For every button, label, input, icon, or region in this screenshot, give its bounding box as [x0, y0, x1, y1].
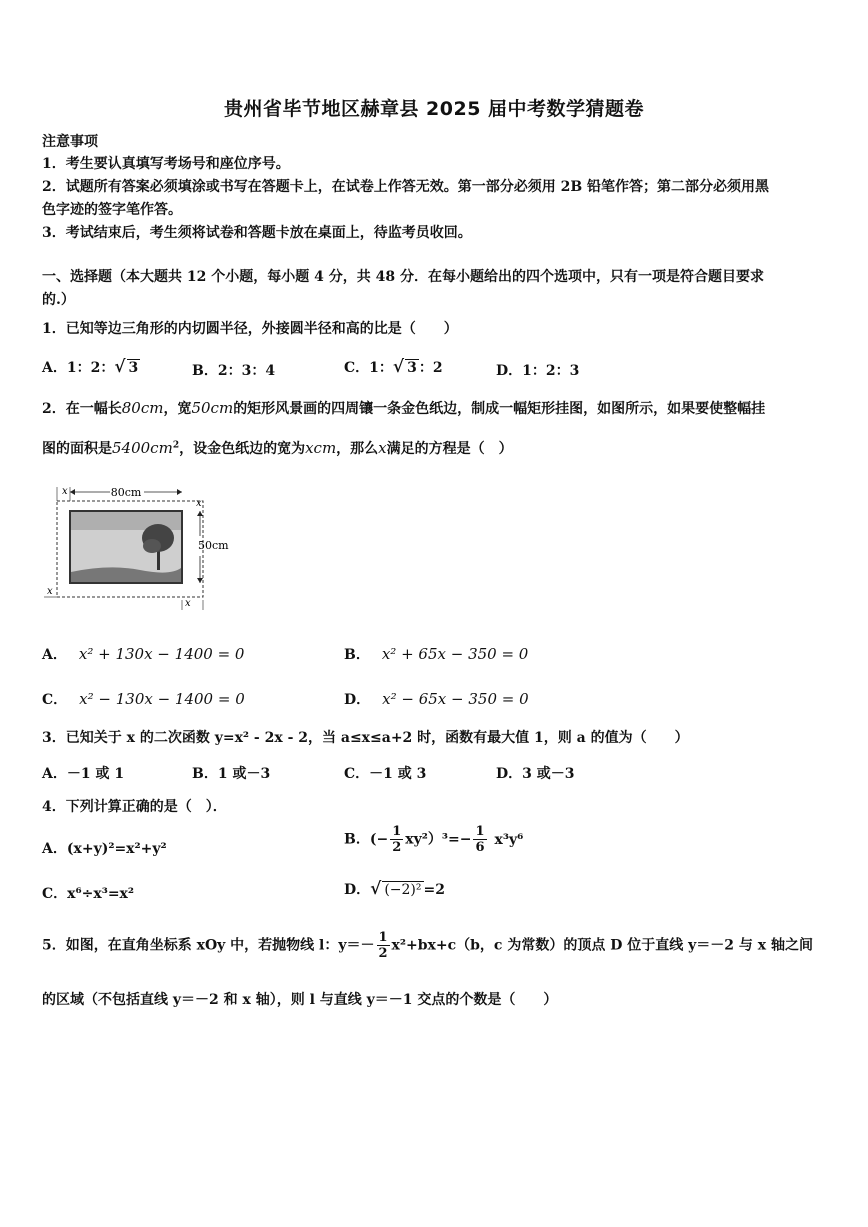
width-label: 80cm [110, 486, 142, 499]
notice-item-2: 2．试题所有答案必须填涂或书写在答题卡上，在试卷上作答无效。第一部分必须用 2B 铅笔作答；第二部分必须用黑 [42, 179, 770, 195]
q3-option-a: A．－1 或 1 [42, 766, 125, 782]
q4-option-d: D．√ (−2)² =2 [344, 879, 445, 899]
q1-option-d: D．1：2：3 [496, 363, 580, 379]
height-label: 50cm [198, 539, 229, 552]
x-label-top: x [62, 486, 68, 497]
notice-heading: 注意事项 [42, 134, 98, 150]
x-label-right: x [196, 498, 202, 509]
q1-stem: 1．已知等边三角形的内切圆半径，外接圆半径和高的比是（ ） [42, 321, 458, 337]
q4-option-b: B．(− $\frac{1}{2}$ xy²）³=− $\frac{1}{6}$ x³y⁶ [344, 824, 524, 855]
q2-stem-line2: 图的面积是$5400cm^2$，设金色纸边的宽为xcm，那么x满足的方程是（ ） [42, 439, 513, 457]
q1-a-radicand: 3 [128, 360, 139, 376]
fraction: $\frac{1}{2}$ [392, 824, 402, 855]
section-heading-line2: 的.） [42, 292, 75, 308]
q4-stem: 4．下列计算正确的是（ ）． [42, 799, 227, 815]
q2-option-b: B． x² + 65x − 350 = 0 [344, 645, 529, 663]
q5-stem-line1: 5．如图，在直角坐标系 xOy 中，若抛物线 l：y＝－ $\frac{1}{2}$ x²+bx+c（b，c 为常数）的顶点 D 位于直线 y＝－2 与 x 轴之间 [42, 930, 813, 961]
notice-item-3: 3．考试结束后，考生须将试卷和答题卡放在桌面上，待监考员收回。 [42, 225, 472, 241]
q1-option-b: B．2：3：4 [192, 363, 276, 379]
q1-option-c: C．1：√ 3 ：2 [344, 357, 443, 377]
q5-stem-line2: 的区域（不包括直线 y＝－2 和 x 轴），则 l 与直线 y＝－1 交点的个数是（ ） [42, 992, 558, 1008]
q1-option-a: A．1：2：√ 3 [42, 357, 139, 377]
q3-option-b: B．1 或－3 [192, 766, 271, 782]
q3-option-c: C．－1 或 3 [344, 766, 427, 782]
x-label-left: x [47, 586, 53, 597]
q2-option-a: A． x² + 130x − 1400 = 0 [42, 645, 245, 663]
q2-stem-line1: 2．在一幅长80cm，宽50cm的矩形风景画的四周镶一条金色纸边，制成一幅矩形挂图，如图所示，如果要使整幅挂 [42, 399, 766, 417]
notice-item-1: 1．考生要认真填写考场号和座位序号。 [42, 156, 290, 172]
q4-option-a: A．(x+y)²=x²+y² [42, 841, 167, 857]
section-heading-line1: 一、选择题（本大题共 12 个小题，每小题 4 分，共 48 分．在每小题给出的四个选项中，只有一项是符合题目要求 [42, 269, 764, 285]
notice-item-2-cont: 色字迹的签字笔作答。 [42, 202, 182, 218]
x-label-bottom: x [185, 598, 191, 609]
q2-option-d: D． x² − 65x − 350 = 0 [344, 690, 529, 708]
q3-stem: 3．已知关于 x 的二次函数 y=x² - 2x - 2，当 a≤x≤a+2 时，函数有最大值 1，则 a 的值为（ ） [42, 730, 689, 746]
page-title: 贵州省毕节地区赫章县 2025 届中考数学猜题卷 [223, 98, 645, 120]
q2-framed-picture-figure [40, 484, 240, 612]
fraction: $\frac{1}{6}$ [475, 824, 485, 855]
q3-option-d: D．3 或－3 [496, 766, 575, 782]
q4-option-c: C．x⁶÷x³=x² [42, 886, 135, 902]
q2-option-c: C． x² − 130x − 1400 = 0 [42, 690, 245, 708]
